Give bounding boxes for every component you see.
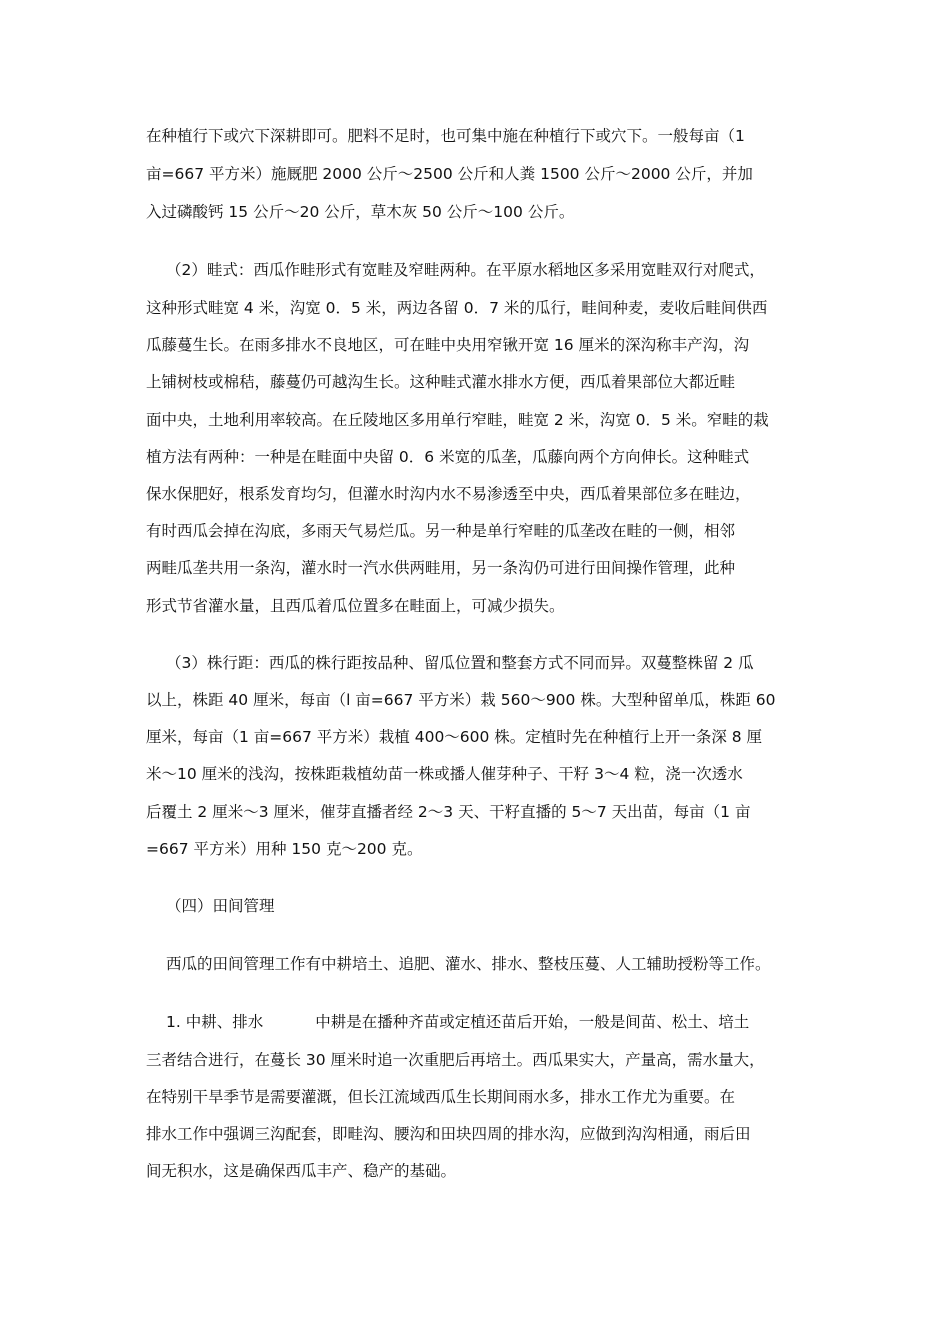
paragraph-2-line-8: 有时西瓜会掉在沟底，多雨天气易烂瓜。另一种是单行窄畦的瓜垄改在畦的一侧，相邻 xyxy=(146,522,736,540)
section-heading: （四）田间管理 xyxy=(166,897,275,915)
paragraph-1-line-1: 在种植行下或穴下深耕即可。肥料不足时，也可集中施在种植行下或穴下。一般每亩（1 xyxy=(146,127,745,145)
paragraph-5-first-text: 中耕是在播种齐苗或定植还苗后开始，一般是间苗、松土、培土 xyxy=(315,1013,750,1031)
paragraph-5-line-1 xyxy=(166,1012,749,1032)
paragraph-3-line-5: 后覆土 2 厘米～3 厘米，催芽直播者经 2～3 天、干籽直播的 5～7 天出苗，每亩（1 亩 xyxy=(146,803,751,821)
paragraph-2-line-1: （2）畦式：西瓜作畦形式有宽畦及窄畦两种。在平原水稻地区多采用宽畦双行对爬式， xyxy=(166,261,765,279)
paragraph-1-line-2: 亩=667 平方米）施厩肥 2000 公斤～2500 公斤和人粪 1500 公斤～2000 公斤，并加 xyxy=(146,165,753,183)
paragraph-3-line-1: （3）株行距：西瓜的株行距按品种、留瓜位置和整套方式不同而异。双蔓整株留 2 瓜 xyxy=(166,654,754,672)
paragraph-2-line-6: 植方法有两种：一种是在畦面中央留 0．6 米宽的瓜垄，瓜藤向两个方向伸长。这种畦式 xyxy=(146,448,750,466)
paragraph-3-line-2: 以上，株距 40 厘米，每亩（l 亩=667 平方米）栽 560～900 株。大型种留单瓜，株距 60 xyxy=(146,691,776,709)
paragraph-2-line-3: 瓜藤蔓生长。在雨多排水不良地区，可在畦中央用窄锹开宽 16 厘米的深沟称丰产沟，沟 xyxy=(146,336,750,354)
paragraph-3-line-6: =667 平方米）用种 150 克～200 克。 xyxy=(146,840,423,858)
paragraph-2-line-9: 两畦瓜垄共用一条沟，灌水时一汽水供两畦用，另一条沟仍可进行田间操作管理，此种 xyxy=(146,559,736,577)
paragraph-2-line-2: 这种形式畦宽 4 米，沟宽 0．5 米，两边各留 0．7 米的瓜行，畦间种麦，麦收后畦间供西 xyxy=(146,299,768,317)
paragraph-5-line-5: 间无积水，这是确保西瓜丰产、稳产的基础。 xyxy=(146,1162,457,1180)
paragraph-2-line-7: 保水保肥好，根系发育均匀，但灌水时沟内水不易渗透至中央，西瓜着果部位多在畦边， xyxy=(146,485,751,503)
paragraph-3-line-4: 米～10 厘米的浅沟，按株距栽植幼苗一株或播人催芽种子、干籽 3～4 粒，浇一次透水 xyxy=(146,765,743,783)
paragraph-5-label: 1. 中耕、排水 xyxy=(166,1013,264,1031)
paragraph-5-line-2: 三者结合进行，在蔓长 30 厘米时追一次重肥后再培土。西瓜果实大，产量高，需水量大， xyxy=(146,1051,765,1069)
paragraph-5-line-4: 排水工作中强调三沟配套，即畦沟、腰沟和田块四周的排水沟，应做到沟沟相通，雨后田 xyxy=(146,1125,751,1143)
paragraph-5-line-3: 在特别干旱季节是需要灌溉，但长江流域西瓜生长期间雨水多，排水工作尤为重要。在 xyxy=(146,1088,736,1106)
paragraph-2-line-5: 面中央，土地利用率较高。在丘陵地区多用单行窄畦，畦宽 2 米，沟宽 0．5 米。窄畦的栽 xyxy=(146,411,769,429)
paragraph-3-line-3: 厘米，每亩（1 亩=667 平方米）栽植 400～600 株。定植时先在种植行上开一条深 8 厘 xyxy=(146,728,763,746)
paragraph-1-line-3: 入过磷酸钙 15 公斤～20 公斤，草木灰 50 公斤～100 公斤。 xyxy=(146,203,575,221)
paragraph-4-line-1: 西瓜的田间管理工作有中耕培土、追肥、灌水、排水、整枝压蔓、人工辅助授粉等工作。 xyxy=(166,955,771,973)
paragraph-2-line-10: 形式节省灌水量，且西瓜着瓜位置多在畦面上，可减少损失。 xyxy=(146,597,565,615)
paragraph-2-line-4: 上铺树枝或棉秸，藤蔓仍可越沟生长。这种畦式灌水排水方便，西瓜着果部位大都近畦 xyxy=(146,373,736,391)
